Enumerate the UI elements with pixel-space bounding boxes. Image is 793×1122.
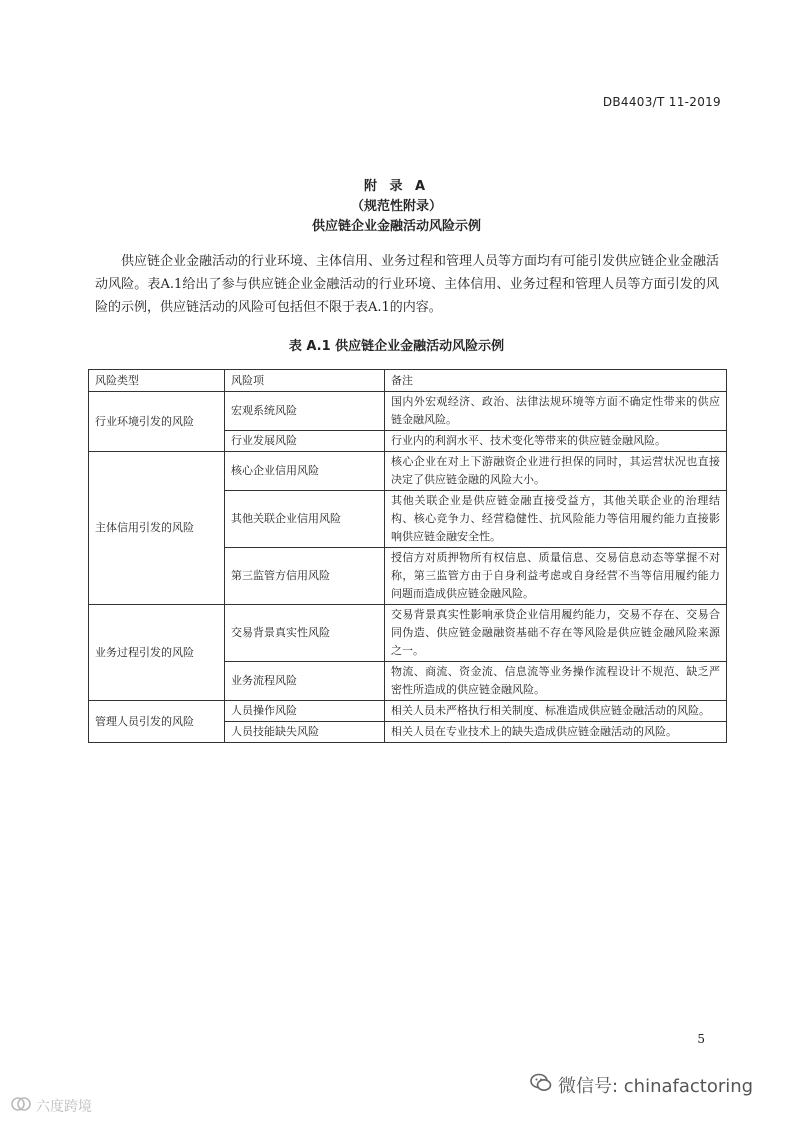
annex-name: 供应链企业金融活动风险示例: [311, 219, 481, 234]
risk-type-cell: 业务过程引发的风险: [89, 605, 225, 701]
watermark-brand: [10, 1096, 92, 1116]
risk-item-cell: 核心企业信用风险: [225, 452, 385, 491]
header-risk-item: 风险项: [225, 370, 385, 392]
risk-type-cell: 行业环境引发的风险: [89, 392, 225, 452]
header-note: 备注: [385, 370, 727, 392]
note-cell: 相关人员在专业技术上的缺失造成供应链金融活动的风险。: [385, 722, 727, 743]
risk-item-cell: 交易背景真实性风险: [225, 605, 385, 662]
risk-type-cell: 主体信用引发的风险: [89, 452, 225, 605]
note-cell: 授信方对质押物所有权信息、质量信息、交易信息动态等掌握不对称，第三监管方由于自身利益考虑或自身经营不当等信用履约能力问题而造成供应链金融风险。: [385, 548, 727, 605]
header-risk-type: 风险类型: [89, 370, 225, 392]
document-code: DB4403/T 11-2019: [602, 95, 721, 109]
table-row: [89, 452, 727, 491]
risk-type-cell: 管理人员引发的风险: [89, 701, 225, 743]
risk-table: [88, 369, 727, 743]
watermark-brand-text: 六度跨境: [36, 1099, 92, 1115]
intro-paragraph: 供应链企业金融活动的行业环境、主体信用、业务过程和管理人员等方面均有可能引发供应链企业金融活动风险。表A.1给出了参与供应链企业金融活动的行业环境、主体信用、业务过程和管理人员等方面引发的风险的示例，供应链活动的风险可包括但不限于表A.1的内容。: [95, 254, 720, 315]
note-cell: 行业内的利润水平、技术变化等带来的供应链金融风险。: [385, 431, 727, 452]
table-caption: 表 A.1 供应链企业金融活动风险示例: [288, 339, 505, 354]
watermark-wechat: [530, 1072, 753, 1098]
table-row: [89, 392, 727, 431]
note-cell: 其他关联企业是供应链金融直接受益方，其他关联企业的治理结构、核心竞争力、经营稳健性、抗风险能力等信用履约能力直接影响供应链金融安全性。: [385, 491, 727, 548]
table-row: [89, 605, 727, 662]
note-cell: 国内外宏观经济、政治、法律法规环境等方面不确定性带来的供应链金融风险。: [385, 392, 727, 431]
note-cell: 物流、商流、资金流、信息流等业务操作流程设计不规范、缺乏严密性所造成的供应链金融风险。: [385, 662, 727, 701]
note-cell: 相关人员未严格执行相关制度、标准造成供应链金融活动的风险。: [385, 701, 727, 722]
risk-item-cell: 宏观系统风险: [225, 392, 385, 431]
page-number: 5: [697, 1032, 705, 1046]
watermark-wechat-text: 微信号: chinafactoring: [558, 1076, 754, 1097]
table-row: [89, 701, 727, 722]
risk-item-cell: 第三监管方信用风险: [225, 548, 385, 605]
annex-subtitle: （规范性附录）: [350, 199, 442, 214]
annex-title: 附 录 A: [363, 179, 430, 194]
table-header-row: [89, 370, 727, 392]
risk-item-cell: 业务流程风险: [225, 662, 385, 701]
risk-item-cell: 人员操作风险: [225, 701, 385, 722]
logo-icon: [10, 1096, 32, 1116]
note-cell: 交易背景真实性影响承贷企业信用履约能力，交易不存在、交易合同伪造、供应链金融融资基础不存在等风险是供应链金融风险来源之一。: [385, 605, 727, 662]
risk-item-cell: 人员技能缺失风险: [225, 722, 385, 743]
risk-item-cell: 其他关联企业信用风险: [225, 491, 385, 548]
risk-item-cell: 行业发展风险: [225, 431, 385, 452]
wechat-icon: [530, 1073, 552, 1098]
note-cell: 核心企业在对上下游融资企业进行担保的同时，其运营状况也直接决定了供应链金融的风险大小。: [385, 452, 727, 491]
